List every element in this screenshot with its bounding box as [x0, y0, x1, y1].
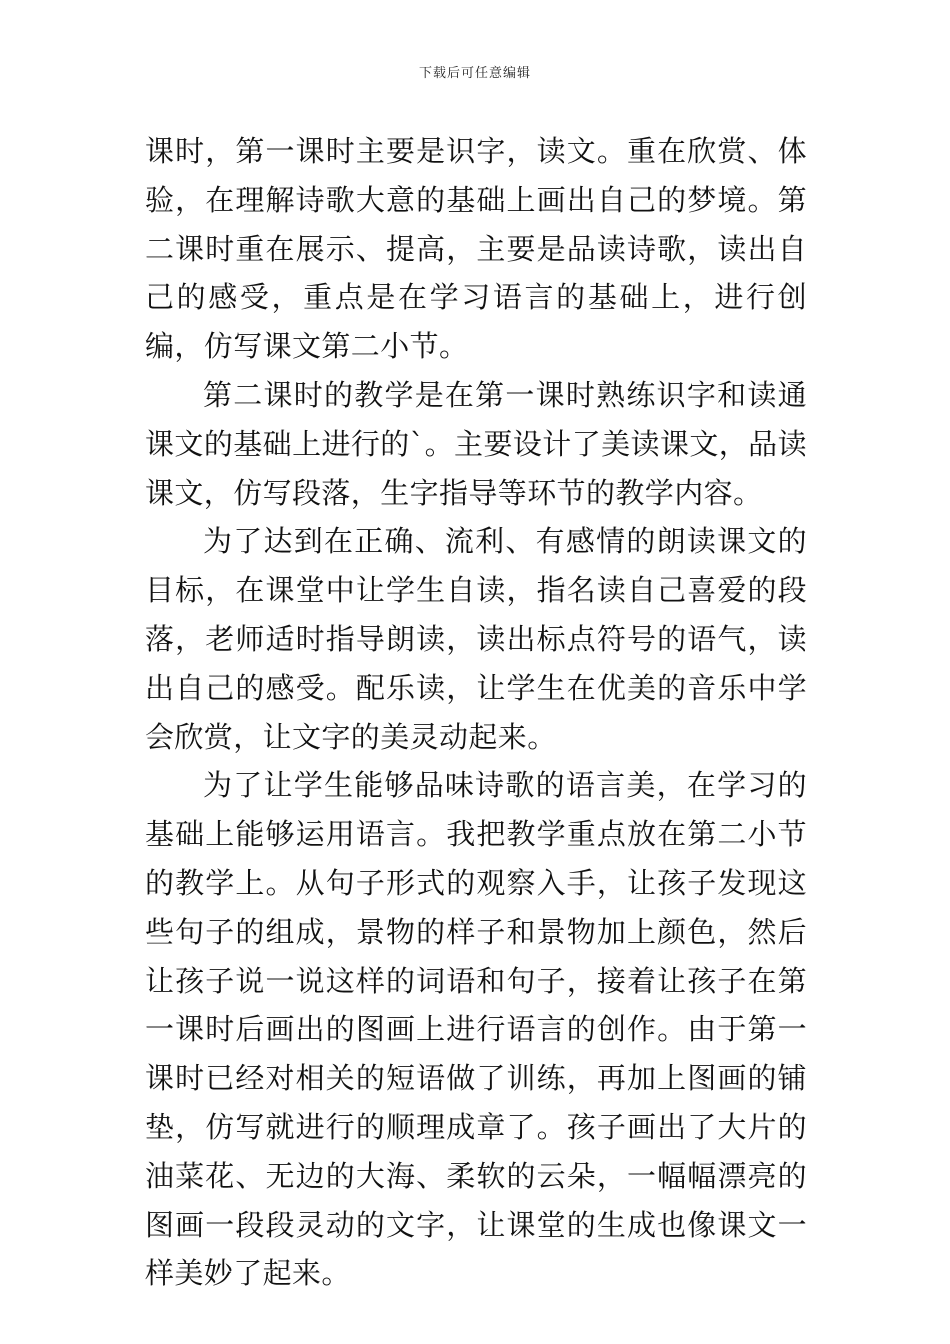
paragraph-3: 为了达到在正确、流利、有感情的朗读课文的目标，在课堂中让学生自读，指名读自己喜爱的段落，老师适时指导朗读，读出标点符号的语气，读出自己的感受。配乐读，让学生在优美的音乐中学会欣赏，让文字的美灵动起来。 — [145, 524, 807, 754]
paragraph-1: 课时，第一课时主要是识字，读文。重在欣赏、体验，在理解诗歌大意的基础上画出自己的梦境。第二课时重在展示、提高，主要是品读诗歌，读出自己的感受，重点是在学习语言的基础上，进行创编，仿写课文第二小节。 — [145, 134, 807, 364]
paragraph-2: 第二课时的教学是在第一课时熟练识字和读通课文的基础上进行的`。主要设计了美读课文，品读课文，仿写段落，生字指导等环节的教学内容。 — [145, 377, 807, 510]
paragraph-4: 为了让学生能够品味诗歌的语言美，在学习的基础上能够运用语言。我把教学重点放在第二小节的教学上。从句子形式的观察入手，让孩子发现这些句子的组成，景物的样子和景物加上颜色，然后让孩子说一说这样的词语和句子，接着让孩子在第一课时后画出的图画上进行语言的创作。由于第一课时已经对相关的短语做了训练，再加上图画的铺垫，仿写就进行的顺理成章了。孩子画出了大片的油菜花、无边的大海、柔软的云朵，一幅幅漂亮的图画一段段灵动的文字，让课堂的生成也像课文一样美妙了起来。 — [145, 768, 807, 1291]
page-header: 下载后可任意编辑 — [418, 66, 531, 81]
document-body — [145, 127, 807, 1298]
